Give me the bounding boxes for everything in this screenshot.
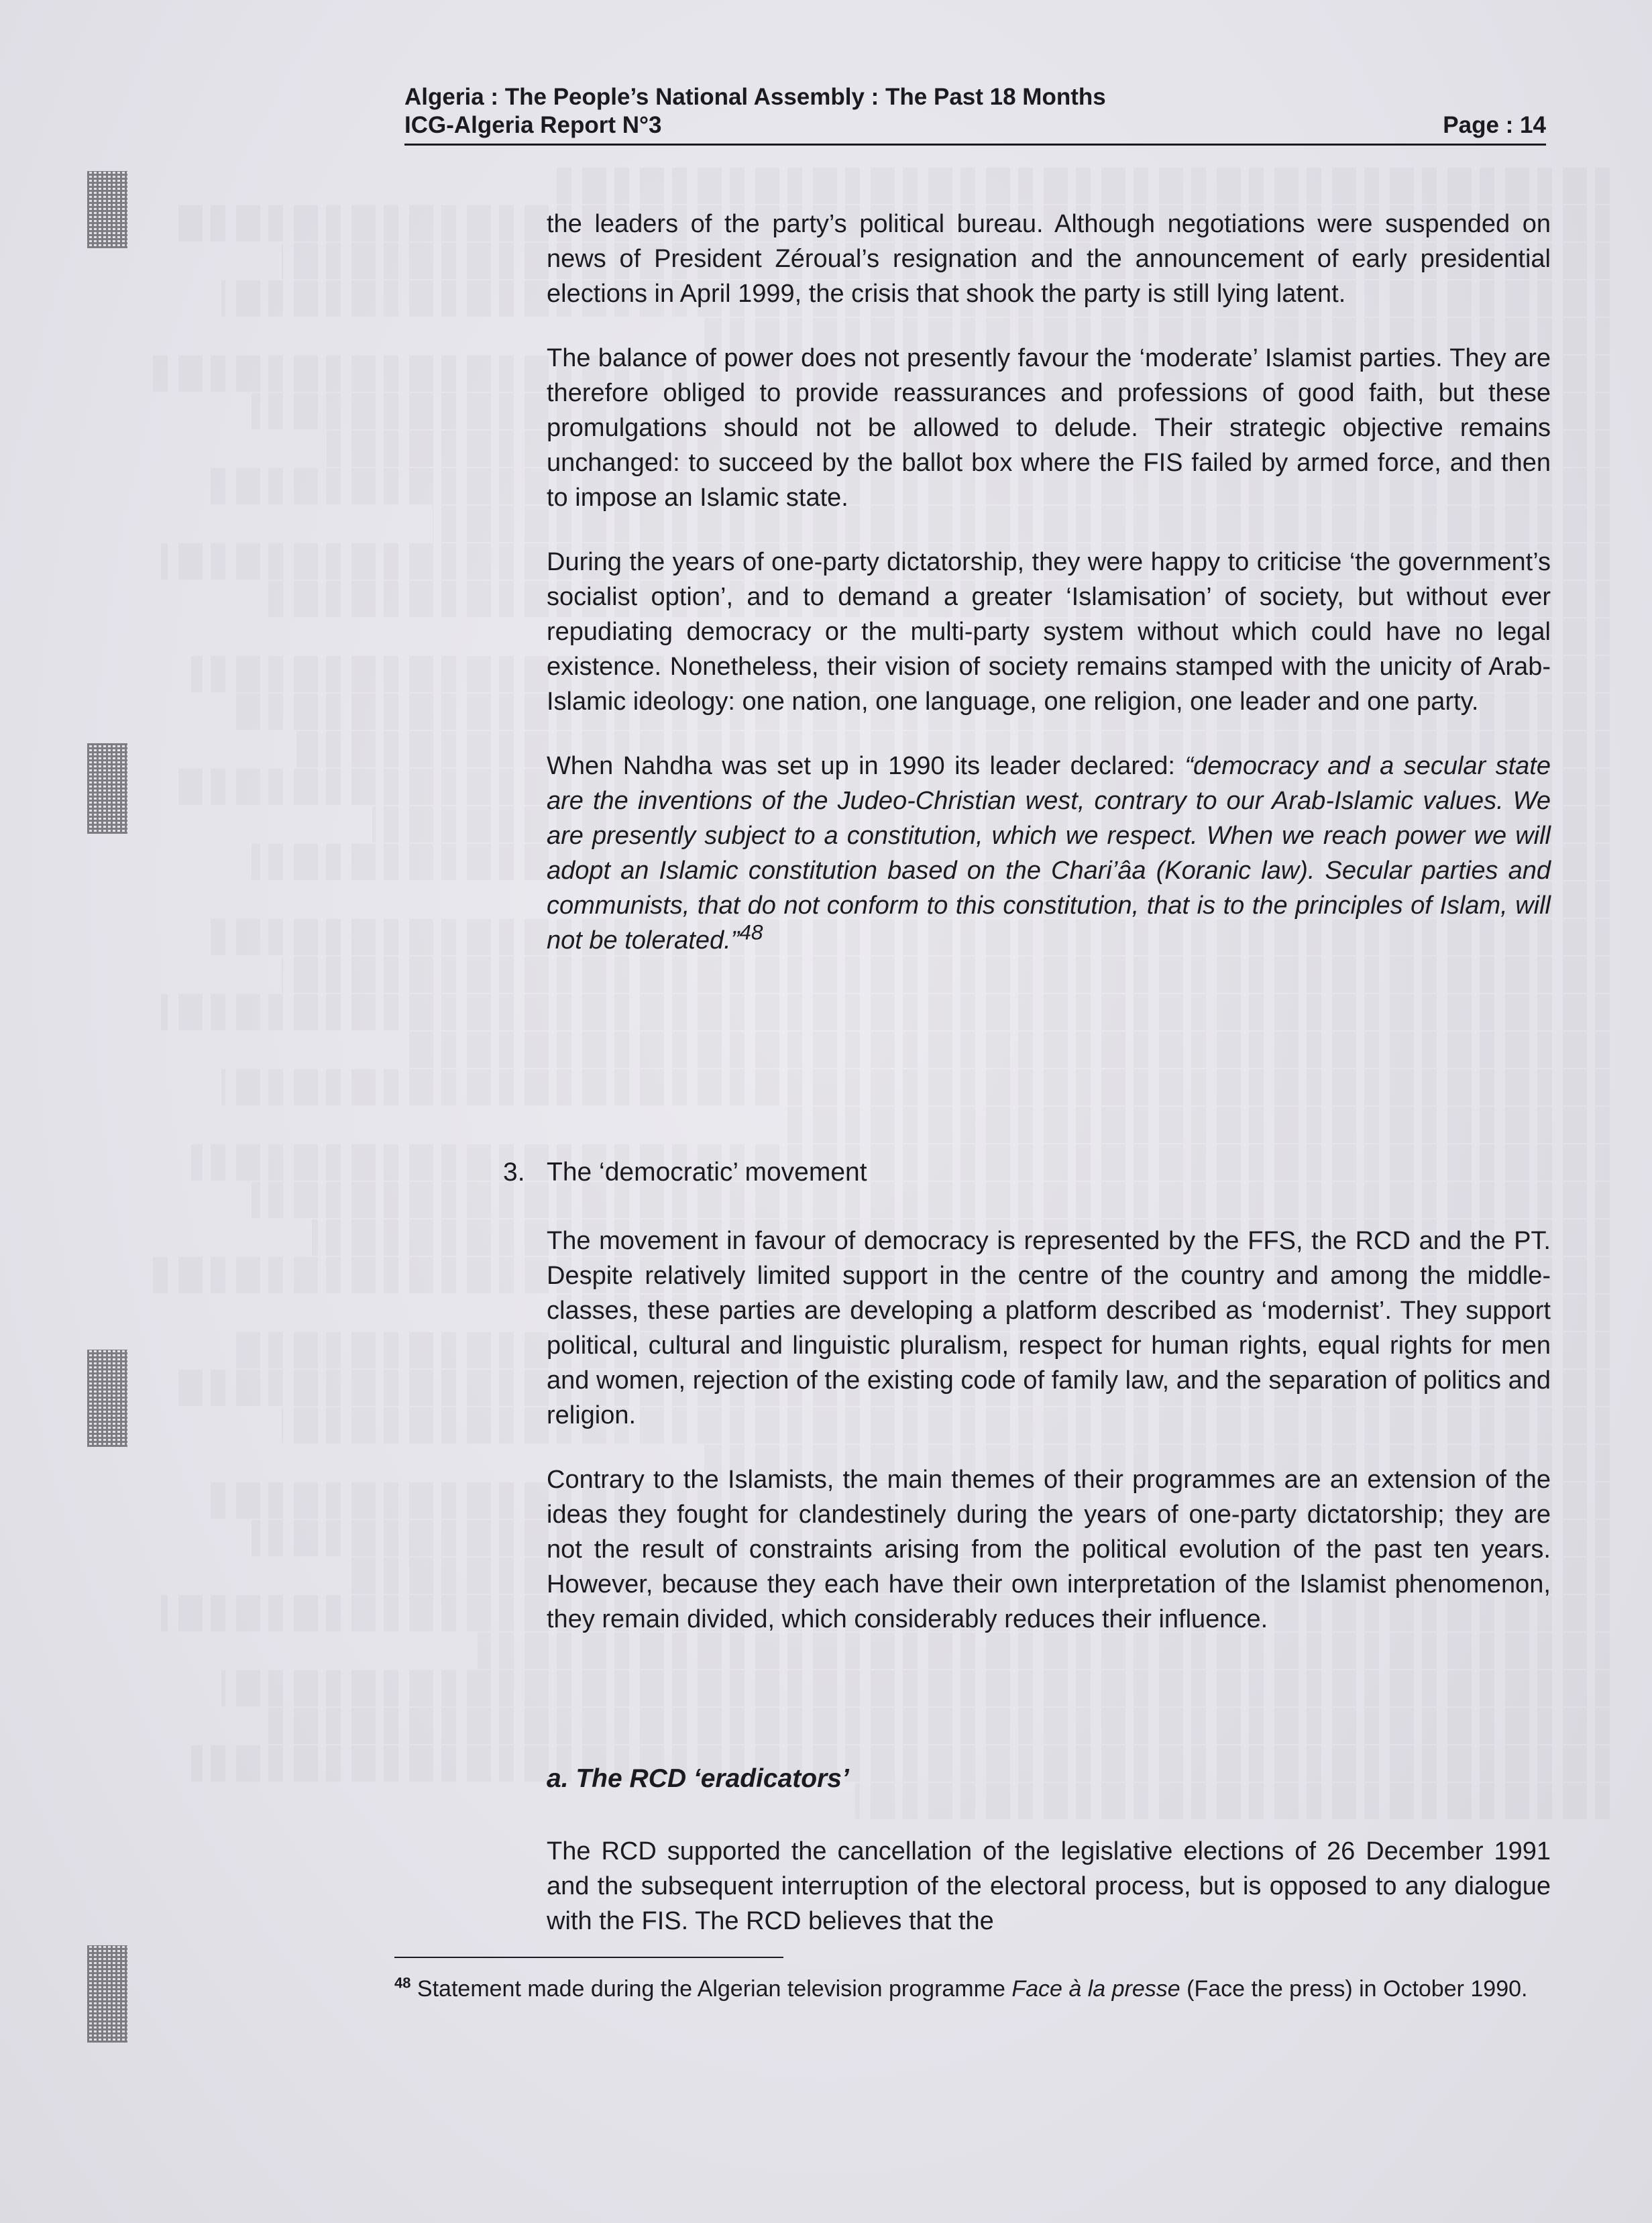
footnote bbox=[394, 1973, 1551, 2004]
section-number: 3. bbox=[503, 1158, 525, 1187]
punch-hole-mark bbox=[87, 743, 127, 834]
body-text-section bbox=[547, 1224, 1551, 1666]
footnote-number: 48 bbox=[394, 1974, 411, 1992]
paragraph: The RCD supported the cancellation of the legislative elections of 26 December 1991 and the subsequent interruption of the electoral process, but is opposed to any dialogue with the FIS. The RCD believes that the bbox=[547, 1837, 1551, 1935]
body-text-subsection bbox=[547, 1834, 1551, 1939]
footnote-reference: 48 bbox=[739, 920, 763, 944]
body-text-top bbox=[547, 207, 1551, 987]
footnote-programme-title: Face à la presse bbox=[1011, 1976, 1180, 2002]
paragraph: Contrary to the Islamists, the main themes of their programmes are an extension of the ideas they fought for clandestinely during the years of one-party dictatorship; they are not the result of constraints arising from the political evolution of the past ten years. However, because they each have their own interpretation of the Islamist phenomenon, they remain divided, which considerably reduces their influence. bbox=[547, 1466, 1551, 1633]
page-number: Page : 14 bbox=[1443, 112, 1546, 138]
paragraph: the leaders of the party’s political bureau. Although negotiations were suspended on news of President Zéroual’s resignation and the announcement of early presidential elections in April 1999, the crisis that shook the party is still lying latent. bbox=[547, 210, 1551, 308]
punch-hole-mark bbox=[87, 1945, 127, 2043]
section-heading bbox=[503, 1155, 867, 1190]
footnote-text: Statement made during the Algerian television programme bbox=[410, 1976, 1012, 2002]
punch-hole-mark bbox=[87, 171, 127, 248]
quoted-statement: “democracy and a secular state are the inventions of the Judeo-Christian west, contrary to our Arab-Islamic values. We are presently subject to a constitution, which we respect. When we reach power we will adopt an Islamic constitution based on the Chari’âa (Koranic law). Secular parties and communists, that do not conform to this constitution, that is to the principles of Islam, will not be tolerated.” bbox=[547, 752, 1551, 955]
section-title: The ‘democratic’ movement bbox=[547, 1158, 867, 1187]
punch-hole-mark bbox=[87, 1350, 127, 1447]
report-number: ICG-Algeria Report N°3 bbox=[404, 112, 662, 138]
document-title: Algeria : The People’s National Assembly : The Past 18 Months bbox=[404, 84, 1106, 110]
paragraph: The balance of power does not presently favour the ‘moderate’ Islamist parties. They are therefore obliged to provide reassurances and professions of good faith, but these promulgations should not be allowed to delude. Their strategic objective remains unchanged: to succeed by the ballot box where the FIS failed by armed force, and then to impose an Islamic state. bbox=[547, 344, 1551, 512]
subsection-heading: a. The RCD ‘eradicators’ bbox=[547, 1764, 849, 1793]
footnote-text-end: (Face the press) in October 1990. bbox=[1180, 1976, 1528, 2002]
paragraph: During the years of one-party dictatorship, they were happy to criticise ‘the government’s socialist option’, and to demand a greater ‘Islamisation’ of society, but without ever repudiating democracy or the multi-party system without which could have no legal existence. Nonetheless, their vision of society remains stamped with the unicity of Arab-Islamic ideology: one nation, one language, one religion, one leader and one party. bbox=[547, 548, 1551, 716]
footnote-divider bbox=[394, 1957, 783, 1958]
quote-paragraph bbox=[547, 749, 1551, 958]
page-header bbox=[404, 83, 1546, 146]
quote-intro: When Nahdha was set up in 1990 its leader declared: bbox=[547, 752, 1185, 780]
header-row bbox=[404, 111, 1546, 146]
paragraph: The movement in favour of democracy is represented by the FFS, the RCD and the PT. Despite relatively limited support in the centre of the country and among the middle-classes, these parties are developing a platform described as ‘modernist’. They support political, cultural and linguistic pluralism, respect for human rights, equal rights for men and women, rejection of the existing code of family law, and the separation of politics and religion. bbox=[547, 1227, 1551, 1429]
